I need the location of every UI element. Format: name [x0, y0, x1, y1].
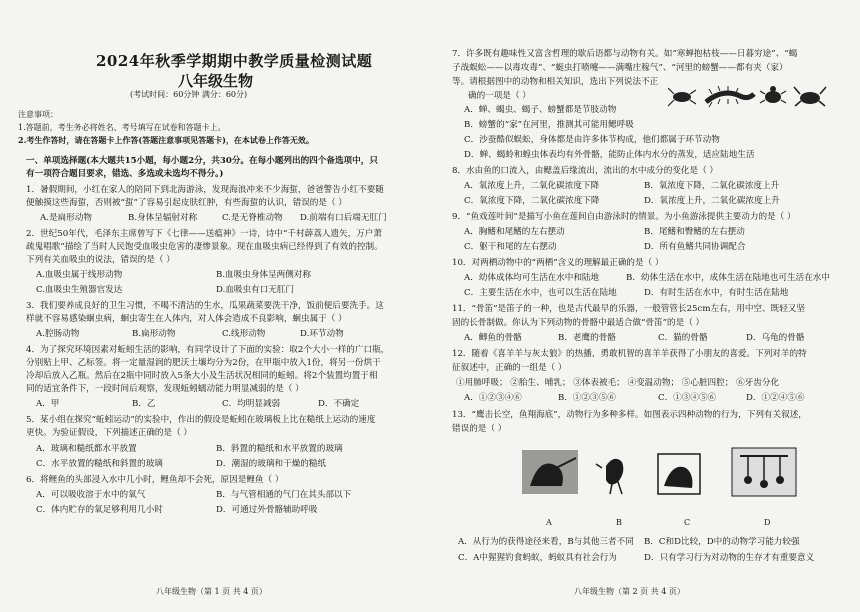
statement-list: ①用肺呼吸； ②胎生、哺乳； ③体表被毛； ④变温动物； ⑤心脏四腔； ⑥牙齿分化 — [456, 378, 780, 388]
option: C．水平放置的糙纸和斜置的玻璃 — [36, 459, 163, 469]
option: A.血吸虫属于线形动物 — [36, 270, 123, 280]
notice-line: 2.考生作答时，请在答题卡上作答(答题注意事项见答题卡)，在本试卷上作答无效。 — [18, 135, 314, 145]
option: A．幼体成体均可生活在水中和陆地 — [464, 273, 600, 283]
option: D．乌龟的骨骼 — [746, 333, 805, 343]
option: B.血吸虫身体呈两侧对称 — [216, 270, 311, 280]
question-text: 7．许多既有趣味性又富含哲理的歇后语都与动物有关。如“寒蝉抱枯枝——日暮穷途”、“蝎 — [452, 49, 798, 59]
option: B．氧浓度下降，二氧化碳浓度上升 — [644, 181, 780, 191]
option: A．氧浓度上升，二氧化碳浓度下降 — [464, 181, 600, 191]
notice-header: 注意事项： — [18, 110, 58, 119]
question-text: 同的适宜条件下，一段时间后观察，发现蚯蚓蠕动能力明显减弱的是（ ） — [26, 384, 304, 394]
option: C．A中猩猩钓食蚂蚁，蚂蚁具有社会行为 — [458, 553, 617, 563]
exam-page-2 — [430, 0, 860, 612]
option: B．乙 — [132, 399, 156, 409]
option: B.身体呈辐射对称 — [128, 213, 198, 223]
option: C.线形动物 — [222, 329, 266, 339]
bird-feeding-figure — [596, 459, 623, 494]
option: D．可通过外骨骼辅助呼吸 — [216, 505, 318, 515]
page-footer: 八年级生物（第 1 页 共 4 页） — [156, 587, 267, 596]
monkey-performance-figure — [732, 448, 796, 496]
question-text: 分别贴上甲、乙标签。将一定量湿润的肥沃土壤均分为2份，在甲瓶中放入1份，将另一份烘干 — [26, 358, 381, 368]
question-text: 3．我们要养成良好的卫生习惯，不喝不清洁的生水，瓜果蔬菜要洗干净，饭前便后要洗手。这 — [26, 301, 384, 311]
question-text: 5．某小组在探究“蚯蚓运动”的实验中，作出的假设是蚯蚓在玻璃板上比在糙纸上运动的速度 — [26, 415, 376, 425]
option: A．从行为的获得途径来看，B与其他三者不同 — [458, 537, 634, 547]
animal-illustrations — [668, 84, 828, 110]
option: B．幼体生活在水中，成体生活在陆地也可生活在水中 — [626, 273, 830, 283]
question-text: 2．世纪50年代，毛泽东主席曾写下《七律——送瘟神》一诗，诗中“千村薜荔人遗矢，万户萧 — [26, 229, 382, 239]
option: B．斜置的糙纸和水平放置的玻璃 — [216, 444, 343, 454]
question-text: 11．“骨笛”是笛子的一种，也是古代最早的乐器，一般管管长25cm左右，用中空、既轻又坚 — [452, 304, 805, 314]
page-footer: 八年级生物（第 2 页 共 4 页） — [574, 587, 685, 596]
option: C．猫的骨骼 — [658, 333, 708, 343]
question-text: 疏鬼唱歌”描绘了当时人民饱受血吸虫危害的凄惨景象。现在血吸虫病已经得到了有效的控制。 — [26, 242, 383, 252]
figure-label: B — [616, 518, 622, 527]
option: D.前端有口后端无肛门 — [300, 213, 387, 223]
option: D．蝉、蝎蛉和蝗虫体表均有外骨骼，能防止体内水分的蒸发，适应陆地生活 — [464, 150, 755, 160]
option: C．均明显减弱 — [222, 399, 281, 409]
option: A．可以吸收溶于水中的氧气 — [36, 490, 146, 500]
option: B．螃蟹的“家”在河里，推测其可能用鳃呼吸 — [464, 120, 634, 130]
section-heading: 一、单项选择题(本大题共15小题，每小题2分，共30分。在每小题列出的四个备选项中，只 — [26, 156, 378, 166]
option: D.环节动物 — [300, 329, 344, 339]
option: D．不确定 — [318, 399, 360, 409]
option: B．与气管相通的气门在其头部以下 — [216, 490, 352, 500]
option: D．潮湿的玻璃和干燥的糙纸 — [216, 459, 327, 469]
figure-label: A — [546, 518, 552, 527]
question-text: 8．水由鱼的口流入，由鳃盖后缘流出，流出的水中成分的变化是（ ） — [452, 166, 719, 176]
chimpanzee-fishing-figure — [522, 450, 578, 494]
question-text: 征叙述中，正确的一组是（ ） — [452, 363, 567, 373]
option: D．所有鱼鳍共同协调配合 — [644, 242, 746, 252]
question-text: 等。请根据图中的动物和相关知识，选出下列说法不正 — [452, 77, 659, 87]
cicada-icon — [668, 88, 696, 106]
option: D．只有学习行为对动物的生存才有重要意义 — [644, 553, 815, 563]
question-text: 12．随着《喜羊羊与灰太狼》的热播，勇敢机智的喜羊羊获得了小朋友的喜爱。下列对羊的特 — [452, 349, 807, 359]
option: C．体内贮存的氧足够利用几小时 — [36, 505, 163, 515]
option: D.血吸虫有口无肛门 — [216, 285, 295, 295]
option: A．①②③④⑥ — [464, 393, 522, 403]
option: A．鲫鱼的骨骼 — [464, 333, 522, 343]
bug-icon — [760, 86, 786, 103]
question-text: 更快。为验证假设，下列描述正确的是（ ） — [26, 428, 193, 438]
option: C．氧浓度下降，二氧化碳浓度下降 — [464, 196, 600, 206]
option: A.腔肠动物 — [36, 329, 80, 339]
option: C．主要生活在水中，也可以生活在陆地 — [464, 288, 617, 298]
option: A．甲 — [36, 399, 60, 409]
question-text: 9．“鱼戏莲叶间”是描写小鱼在莲间自由游泳时的情景。为小鱼游泳提供主要动力的是（ ） — [452, 212, 796, 222]
option: A．胸鳍和尾鳍的左右摆动 — [464, 227, 565, 237]
option: B.扁形动物 — [132, 329, 176, 339]
question-text: 便触摸这些海蜇，否则被“蜇”了容易引起皮肤红肿，有些海蜇的认识，错误的是（ ） — [26, 198, 347, 208]
question-text: 6．将鲤鱼的头部浸入水中几小时，鲤鱼却不会死，原因是鲤鱼（ ） — [26, 475, 284, 485]
option: D．有时生活在水中，有时生活在陆地 — [644, 288, 789, 298]
option: B．C和D比较，D中的动物学习能力较强 — [644, 537, 800, 547]
figure-label: C — [684, 518, 691, 527]
option: A．蝉、蝎虫、蝎子、螃蟹都是节肢动物 — [464, 105, 617, 115]
option: C．①③④⑤⑥ — [658, 393, 717, 403]
option: C．沙蚕酷似蜈蚣，身体都是由许多体节构成，他们都属于环节动物 — [464, 135, 720, 145]
behavior-figures — [522, 446, 822, 514]
centipede-icon — [706, 86, 754, 107]
section-heading: 有一项符合题目要求，错选、多选或未选均不得分。) — [26, 169, 224, 179]
option: D．①②④⑤⑥ — [746, 393, 805, 403]
exam-info: (考试时间：60分钟 满分：60分) — [130, 90, 248, 99]
question-text: 1．暑假期间，小红在家人的陪同下到北海游泳，发现海浪冲来不少海蜇，爸爸警告小红不要随 — [26, 185, 384, 195]
notice-line: 1.答题前，考生务必将姓名、考号填写在试卷和答题卡上。 — [18, 123, 226, 132]
option: C.是无脊椎动物 — [222, 213, 283, 223]
question-text: 下列有关血吸虫的说法，错误的是（ ） — [26, 255, 175, 265]
exam-subject: 八年级生物 — [178, 72, 254, 90]
crab-icon — [794, 87, 826, 106]
question-text: 样就不容易感染蛔虫病，蛔虫寄生在人体内，对人体会造成不良影响，蛔虫属于（ ） — [26, 314, 347, 324]
question-text: 确的一项是（ ） — [468, 91, 531, 101]
option: D．氧浓度上升，二氧化碳浓度上升 — [644, 196, 780, 206]
question-text: 子战蜈蚣——以毒攻毒”、“蜓虫打喷嚏——满嘴庄稼气”、“河里的螃蟹——都有夹（家） — [452, 63, 788, 73]
question-text: 4．为了探究环境因素对蚯蚓生活的影响，有同学设计了下面的实验：取2个大小一样的广口瓶， — [26, 345, 390, 355]
figure-label: D — [764, 518, 771, 527]
question-text: 冷却后放入乙瓶。然后在2瓶中同时放入5条大小及生活状况相同的蚯蚓。将2个装置均置于相 — [26, 371, 378, 381]
question-text: 错误的是（ ） — [452, 424, 507, 434]
option: A．玻璃和糙纸都水平放置 — [36, 444, 137, 454]
option: C.血吸虫生殖器官发达 — [36, 285, 123, 295]
question-text: 10．对两栖动物中的“两栖”含义的理解最正确的是（ ） — [452, 258, 664, 268]
option: B．老鹰的骨骼 — [558, 333, 616, 343]
option: B．尾鳍和臀鳍的左右摆动 — [644, 227, 745, 237]
question-text: 13．“鹰击长空，鱼翔海底”，动物行为多种多样。如图表示四种动物的行为，下列有关叙述， — [452, 410, 807, 420]
option: B．①②③⑤⑥ — [558, 393, 616, 403]
option: A.是扁形动物 — [40, 213, 92, 223]
exam-title: 2024年秋季学期期中教学质量检测试题 — [96, 52, 373, 70]
question-text: 固的长骨制做。你认为下列动物的骨骼中最适合做“骨笛”的是（ ） — [452, 318, 705, 328]
option: C．躯干和尾的左右摆动 — [464, 242, 557, 252]
dog-figure — [658, 454, 700, 494]
